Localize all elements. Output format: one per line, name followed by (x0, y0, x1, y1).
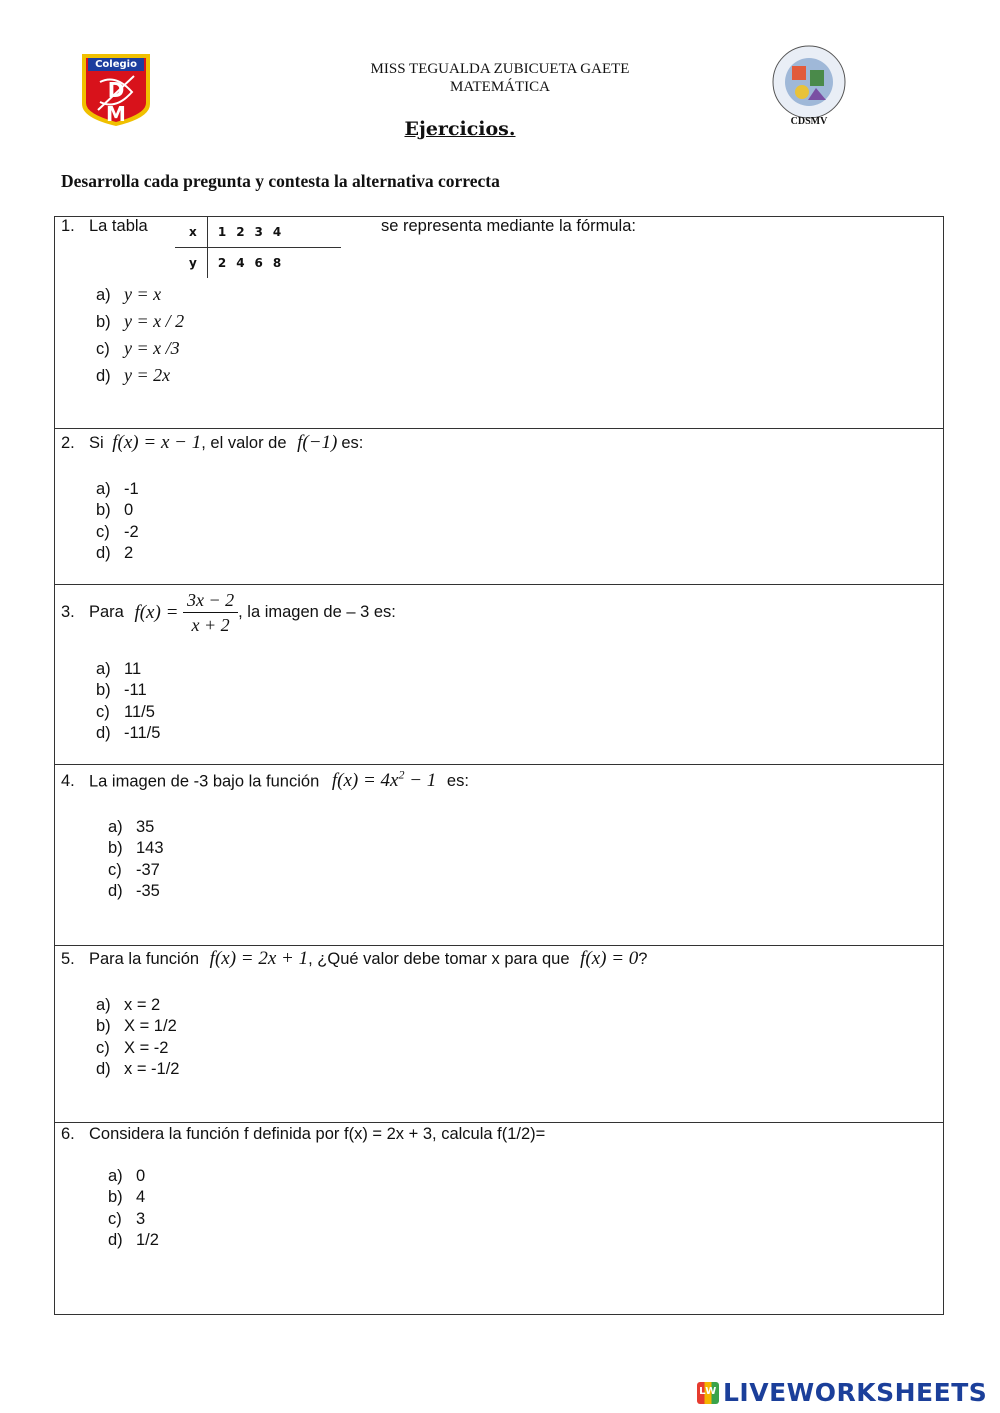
value-table (175, 217, 341, 278)
question-1-prefix: La tabla (89, 217, 148, 235)
liveworksheets-brand[interactable] (697, 1378, 987, 1407)
table-x-3: 3 (254, 225, 263, 239)
option-d[interactable]: d) x = -1/2 (96, 1059, 180, 1078)
question-6-options (108, 1166, 159, 1251)
option-a[interactable]: a) 0 (108, 1167, 146, 1185)
formula-f-value: f(−1) (297, 432, 338, 453)
header-block (300, 60, 700, 96)
school-logo (80, 52, 152, 128)
question-5-options (96, 995, 180, 1080)
question-2-stem: 2. Si f(x) = x − 1, el valor de f(−1) es: (61, 432, 364, 453)
question-5-stem: 5. Para la función f(x) = 2x + 1, ¿Qué valor debe tomar x para que f(x) = 0? (61, 948, 648, 969)
question-1-options (96, 281, 184, 389)
option-d[interactable]: d) 1/2 (108, 1230, 159, 1249)
question-3 (54, 584, 944, 765)
question-1-stem (61, 217, 148, 236)
option-a[interactable]: a) -1 (96, 480, 139, 498)
department-logo-label: CDSMV (790, 116, 828, 127)
question-2-options (96, 479, 139, 564)
option-b[interactable]: b) -11 (96, 681, 147, 700)
option-b[interactable]: b) y = x / 2 (96, 311, 185, 331)
option-a[interactable]: a) 35 (108, 818, 155, 836)
option-a[interactable]: a) x = 2 (96, 996, 161, 1014)
option-d[interactable]: d) -35 (108, 881, 160, 900)
brand-name: LIVEWORKSHEETS (723, 1378, 988, 1407)
department-logo (764, 40, 854, 130)
question-4 (54, 764, 944, 946)
question-3-stem: 3. Para f(x) = $\frac{3x - 2}{x + 2}$ , la imagen de – 3 es: (61, 590, 396, 635)
question-4-options (108, 817, 164, 902)
option-b[interactable]: b) 143 (108, 839, 164, 858)
question-number: 6. (61, 1125, 75, 1143)
option-a[interactable]: a) 11 (96, 660, 142, 678)
table-y-4: 8 (272, 256, 282, 270)
table-x-label: x (175, 217, 207, 248)
table-y-3: 6 (254, 256, 263, 270)
formula-f: f(x) = 2x + 1 (209, 948, 309, 969)
fraction-numerator: 3x − 2 (183, 588, 238, 613)
question-5 (54, 945, 944, 1123)
option-c[interactable]: c) X = -2 (96, 1038, 169, 1057)
table-y-1: 2 (217, 256, 227, 270)
question-4-stem: 4. La imagen de -3 bajo la función $f(x) = 4x^2 - 1$ es: (61, 768, 469, 792)
question-1-suffix: se representa mediante la fórmula: (381, 217, 636, 235)
option-d[interactable]: d) 2 (96, 543, 134, 562)
option-b[interactable]: b) X = 1/2 (96, 1017, 177, 1036)
question-number: 2. (61, 434, 75, 452)
question-number: 4. (61, 772, 75, 791)
table-x-2: 2 (236, 225, 245, 239)
fraction-denominator: x + 2 (191, 615, 230, 635)
table-x-1: 1 (217, 225, 227, 239)
formula-f: f(x) = x − 1 (112, 432, 202, 453)
question-6 (54, 1122, 944, 1315)
school-logo-letters: D M (106, 78, 126, 126)
question-1 (54, 216, 944, 429)
table-y-2: 4 (236, 256, 245, 270)
option-c[interactable]: c) 11/5 (96, 702, 155, 721)
option-c[interactable]: c) -37 (108, 860, 160, 879)
option-a[interactable]: a) y = x (96, 284, 162, 304)
teacher-name: MISS TEGUALDA ZUBICUETA GAETE (370, 61, 630, 77)
option-b[interactable]: b) 0 (96, 501, 134, 520)
option-d[interactable]: d) y = 2x (96, 365, 171, 385)
formula-f-zero: f(x) = 0 (580, 948, 639, 969)
page-title: Ejercicios. (404, 118, 516, 140)
subject-name: MATEMÁTICA (450, 79, 550, 95)
question-number: 3. (61, 603, 75, 621)
table-x-4: 4 (272, 225, 282, 239)
option-b[interactable]: b) 4 (108, 1188, 146, 1207)
question-number: 1. (61, 217, 75, 235)
school-logo-text: Colegio (95, 59, 137, 70)
question-3-options (96, 659, 160, 744)
instructions: Desarrolla cada pregunta y contesta la alternativa correcta (61, 171, 500, 191)
question-number: 5. (61, 950, 75, 968)
table-y-label: y (175, 248, 207, 279)
option-c[interactable]: c) 3 (108, 1209, 146, 1228)
question-6-stem: 6. Considera la función f definida por f(x) = 2x + 3, calcula f(1/2)= (61, 1125, 546, 1143)
formula-f: $f(x) = 4x^2 - 1$ (331, 768, 437, 792)
option-c[interactable]: c) y = x /3 (96, 338, 180, 358)
question-2 (54, 428, 944, 585)
liveworksheets-logo-icon: LW (697, 1382, 719, 1404)
fraction (183, 588, 238, 637)
formula-f: f(x) = (134, 601, 179, 623)
option-d[interactable]: d) -11/5 (96, 723, 161, 742)
option-c[interactable]: c) -2 (96, 522, 139, 541)
